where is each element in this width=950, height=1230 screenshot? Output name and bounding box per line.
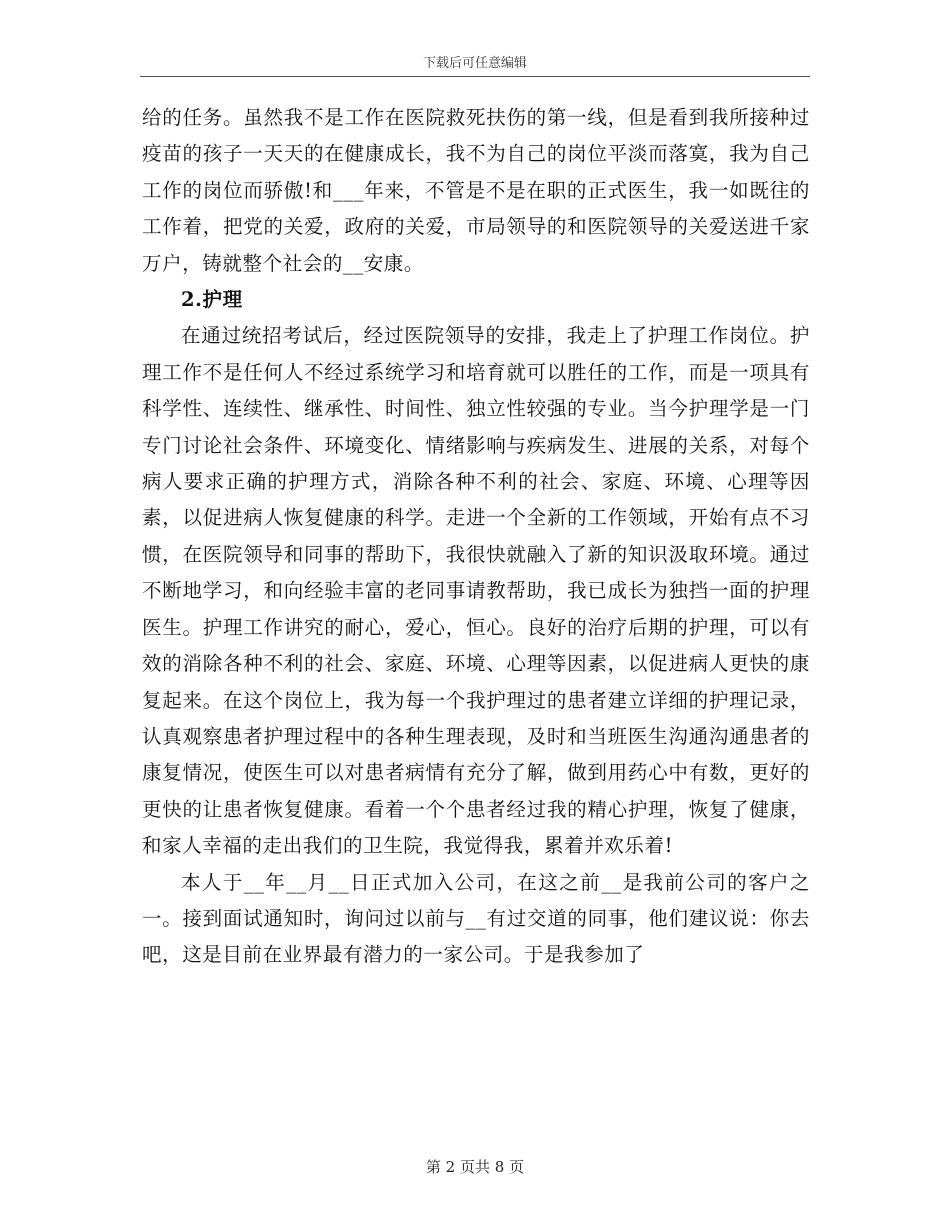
paragraph-company: 本人于__年__月__日正式加入公司，在这之前__是我前公司的客户之一。接到面试通知时，询问过以前与__有过交道的同事，他们建议说：你去吧，这是目前在业界最有潜力的一家公司。于是我参加了 — [142, 870, 810, 967]
paragraph-nursing: 在通过统招考试后，经过医院领导的安排，我走上了护理工作岗位。护理工作不是任何人不经过系统学习和培育就可以胜任的工作，而是一项具有科学性、连续性、继承性、时间性、独立性较强的专业。当今护理学是一门专门讨论社会条件、环境变化、情绪影响与疾病发生、进展的关系，对每个病人要求正确的护理方式，消除各种不利的社会、家庭、环境、心理等因素，以促进病人恢复健康的科学。走进一个全新的工作领域，开始有点不习惯，在医院领导和同事的帮助下，我很快就融入了新的知识汲取环境。通过不断地学习，和向经验丰富的老同事请教帮助，我已成长为独挡一面的护理医生。护理工作讲究的耐心，爱心，恒心。良好的治疗后期的护理，可以有效的消除各种不利的社会、家庭、环境、心理等因素，以促进病人更快的康复起来。在这个岗位上，我为每一个我护理过的患者建立详细的护理记录，认真观察患者护理过程中的各种生理表现，及时和当班医生沟通沟通患者的康复情况，使医生可以对患者病情有充分了解，做到用药心中有数，更好的更快的让患者恢复健康。看着一个个患者经过我的精心护理，恢复了健康，和家人幸福的走出我们的卫生院，我觉得我，累着并欢乐着! — [142, 324, 810, 858]
page-number: 第 2 页共 8 页 — [425, 1158, 525, 1176]
header-divider — [140, 76, 810, 77]
paragraph-continued: 给的任务。虽然我不是工作在医院救死扶伤的第一线，但是看到我所接种过疫苗的孩子一天天的在健康成长，我不为自己的岗位平淡而落寞，我为自己工作的岗位而骄傲!和___年来，不管是不是在职的正式医生，我一如既往的工作着，把党的关爱，政府的关爱，市局领导的和医院领导的关爱送进千家万户，铸就整个社会的__安康。 — [142, 106, 810, 275]
section-heading: 2.护理 — [181, 288, 243, 312]
document-body — [142, 100, 810, 974]
page-header: 下载后可任意编辑 — [422, 56, 527, 71]
